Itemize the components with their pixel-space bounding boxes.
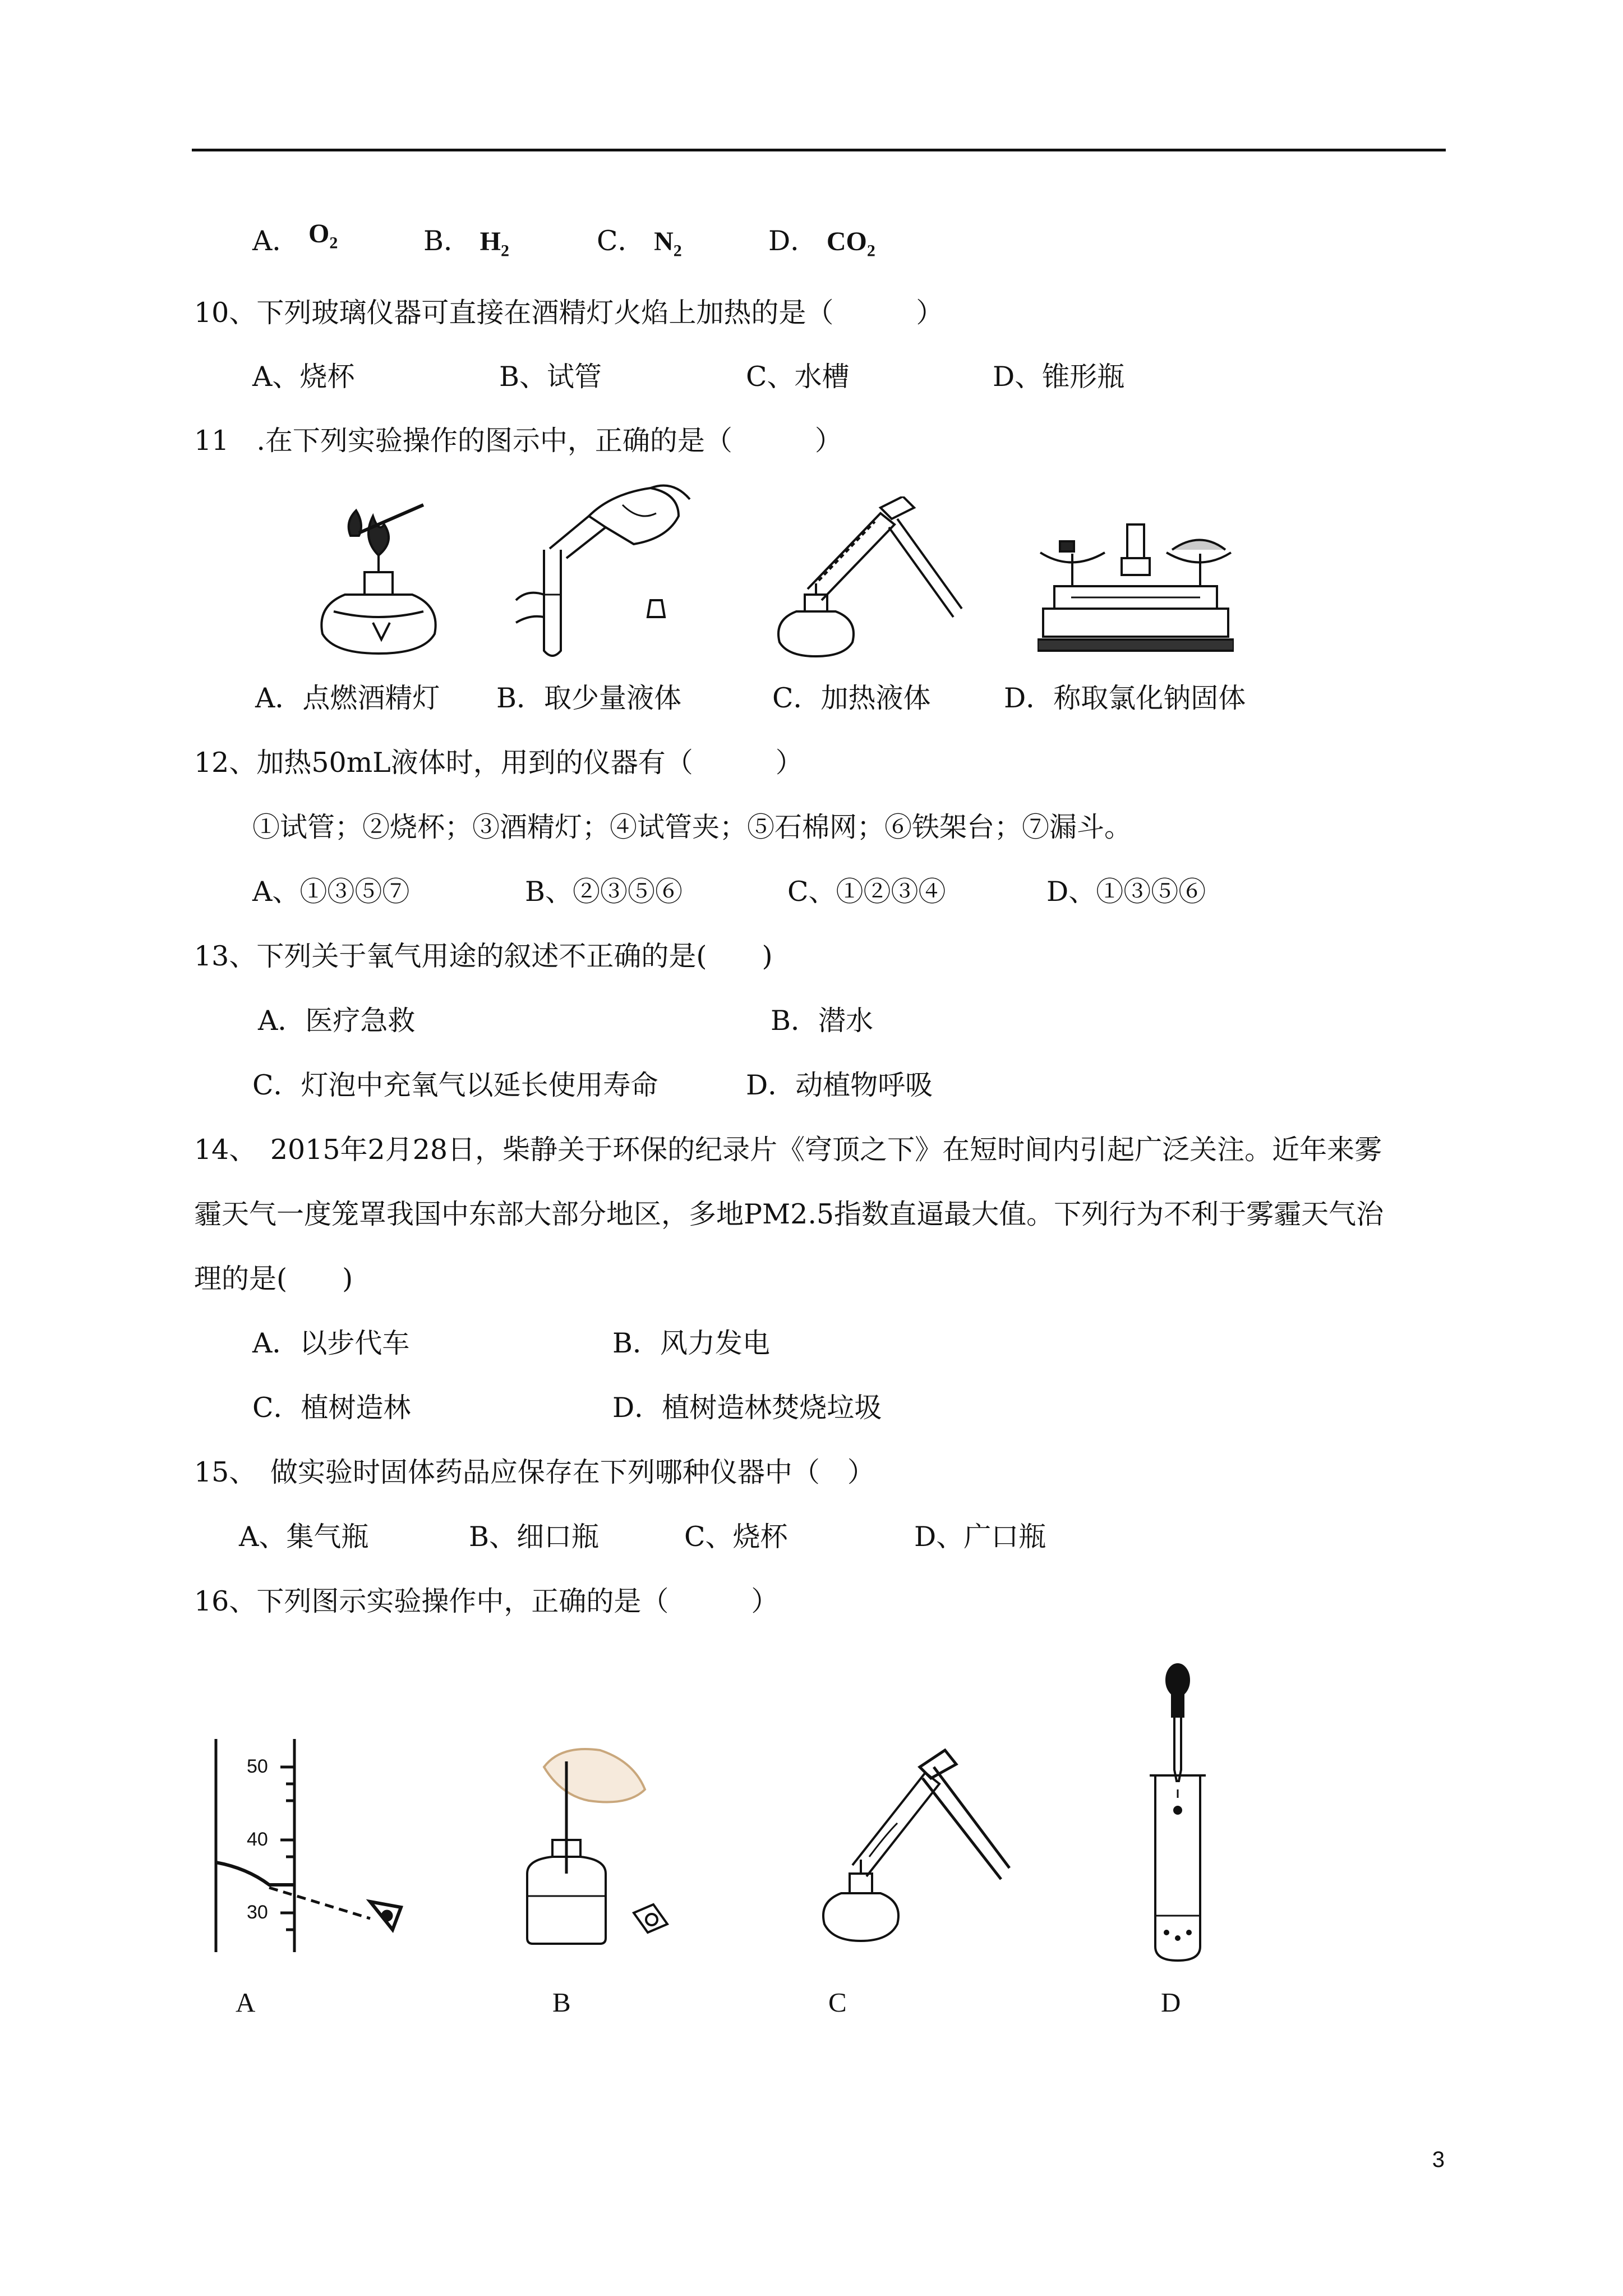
tick-label-30: 30 xyxy=(247,1902,268,1923)
q13-option-b[interactable]: B．潜水 xyxy=(771,1005,874,1037)
q16-figure-b-dropper-bottle xyxy=(522,1745,673,1947)
q15-stem: 15、 做实验时固体药品应保存在下列哪种仪器中（ ） xyxy=(194,1456,875,1488)
q11-caption-a: A．点燃酒精灯 xyxy=(255,682,440,714)
q14-option-a[interactable]: A．以步代车 xyxy=(252,1327,410,1359)
q14-stem-line-2: 霾天气一度笼罩我国中东部大部分地区，多地PM2.5指数直逼最大值。下列行为不利于雾霾天气治 xyxy=(194,1198,1384,1230)
q16-caption-b: B xyxy=(552,1987,571,2018)
q12-option-c[interactable]: C、①②③④ xyxy=(787,876,946,908)
q15-option-d[interactable]: D、广口瓶 xyxy=(914,1521,1046,1553)
q16-figure-a-cylinder xyxy=(208,1733,432,1958)
q14-stem-line-3: 理的是( ) xyxy=(194,1263,353,1295)
tick-label-50: 50 xyxy=(247,1756,268,1777)
q9-option-d[interactable]: D． $CO_2$ xyxy=(768,225,875,260)
q12-option-a[interactable]: A、①③⑤⑦ xyxy=(252,876,410,908)
q16-caption-a: A xyxy=(236,1987,256,2018)
q11-caption-c: C．加热液体 xyxy=(772,682,931,714)
q13-option-a[interactable]: A．医疗急救 xyxy=(258,1005,416,1037)
q13-option-d[interactable]: D．动植物呼吸 xyxy=(746,1069,933,1101)
q16-stem: 16、下列图示实验操作中，正确的是（ ） xyxy=(194,1585,779,1617)
q16-figure-d-dropper-tube xyxy=(1144,1663,1211,1966)
q14-option-d[interactable]: D．植树造林焚烧垃圾 xyxy=(612,1392,882,1424)
q15-option-a[interactable]: A、集气瓶 xyxy=(239,1521,369,1553)
q10-option-b[interactable]: B、试管 xyxy=(499,361,602,393)
q16-caption-c: C xyxy=(828,1987,847,2018)
q12-instrument-list: ①试管；②烧杯；③酒精灯；④试管夹；⑤石棉网；⑥铁架台；⑦漏斗。 xyxy=(252,811,1132,843)
q12-stem: 12、加热50mL液体时，用到的仪器有（ ） xyxy=(194,747,803,779)
q13-stem: 13、下列关于氧气用途的叙述不正确的是( ) xyxy=(194,940,773,972)
q11-caption-d: D．称取氯化钠固体 xyxy=(1004,682,1246,714)
tick-label-40: 40 xyxy=(247,1829,268,1850)
q9-option-b[interactable]: B． $H_2$ xyxy=(423,225,509,260)
q10-stem: 10、下列玻璃仪器可直接在酒精灯火焰上加热的是（ ） xyxy=(194,297,944,329)
q11-figure-c-heating xyxy=(768,496,970,659)
page-number: 3 xyxy=(1432,2147,1445,2172)
q15-option-c[interactable]: C、烧杯 xyxy=(684,1521,788,1553)
q11-figure-a-lamp xyxy=(311,494,446,656)
q15-option-b[interactable]: B、细口瓶 xyxy=(469,1521,600,1553)
q10-option-c[interactable]: C、水槽 xyxy=(746,361,850,393)
q9-option-c[interactable]: C． $N_2$ xyxy=(597,225,682,260)
q13-option-c[interactable]: C．灯泡中充氧气以延长使用寿命 xyxy=(252,1069,658,1101)
q11-figure-d-balance xyxy=(1038,519,1234,659)
q14-stem-line-1: 14、 2015年2月28日，柴静关于环保的纪录片《穹顶之下》在短时间内引起广泛关注。近年来雾 xyxy=(194,1134,1382,1166)
q11-stem: 11 .在下列实验操作的图示中，正确的是（ ） xyxy=(194,425,842,457)
q12-option-d[interactable]: D、①③⑤⑥ xyxy=(1046,876,1206,908)
q9-option-a[interactable]: A． $O_2$ xyxy=(252,219,338,257)
q11-caption-b: B．取少量液体 xyxy=(496,682,682,714)
q14-option-c[interactable]: C．植树造林 xyxy=(252,1392,411,1424)
header-rule xyxy=(192,149,1446,151)
q11-figure-b-pouring xyxy=(510,482,695,662)
q10-option-d[interactable]: D、锥形瓶 xyxy=(993,361,1125,393)
q14-option-b[interactable]: B．风力发电 xyxy=(612,1327,771,1359)
q10-option-a[interactable]: A、烧杯 xyxy=(252,361,355,393)
q16-figure-c-heating-tube xyxy=(808,1745,1015,1947)
q12-option-b[interactable]: B、②③⑤⑥ xyxy=(525,876,683,908)
q16-caption-d: D xyxy=(1161,1987,1181,2018)
